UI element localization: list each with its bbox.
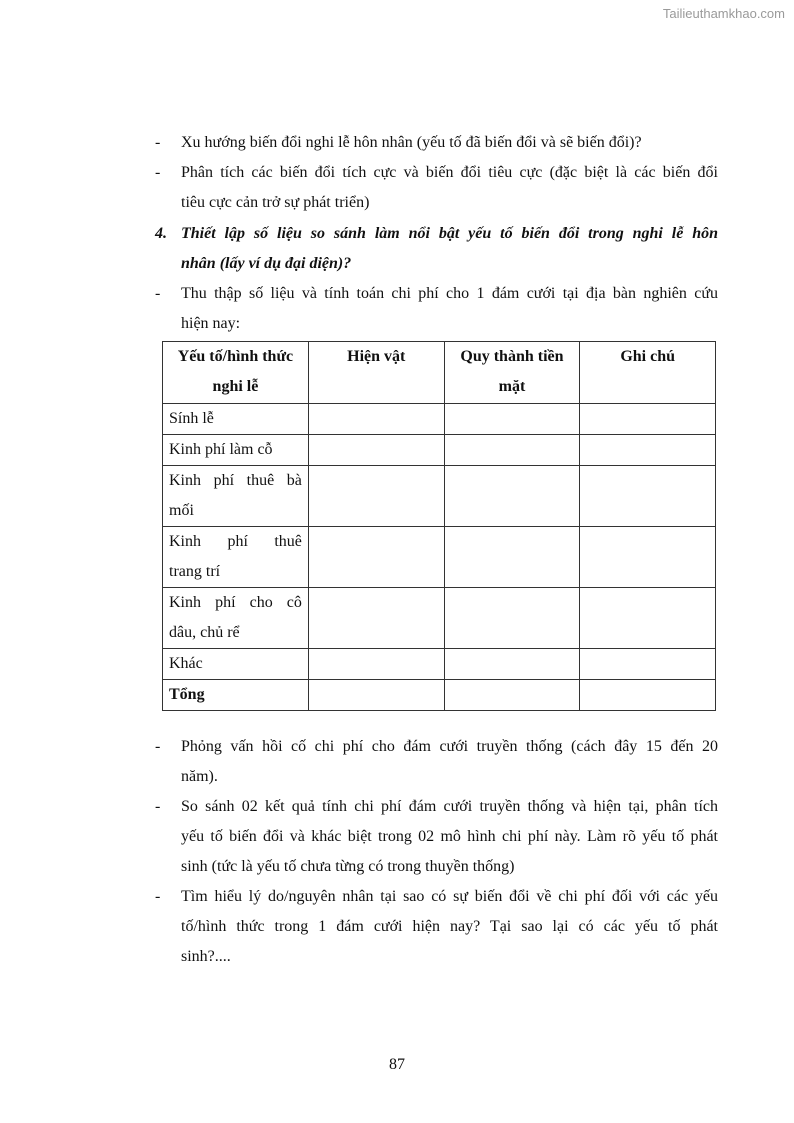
bullet-reasons xyxy=(155,882,718,972)
wedding-cost-table xyxy=(162,341,716,711)
row-label-line: Kinh phí cho cô xyxy=(169,594,302,611)
header-line: Quy thành tiền xyxy=(460,348,564,365)
bullet-marker: - xyxy=(155,285,161,302)
table-cell xyxy=(308,649,444,680)
bullet-collect-data xyxy=(155,279,718,339)
table-cell xyxy=(444,527,580,588)
bullet-line: Thu thập số liệu và tính toán chi phí cho 1 đám cưới tại địa bàn nghiên cứu xyxy=(181,285,718,302)
bullet-trend xyxy=(155,128,718,158)
header-line: Yếu tố/hình thức xyxy=(177,348,294,365)
table-cell xyxy=(308,680,444,711)
bullet-line: sinh (tức là yếu tố chưa từng có trong thuyền thống) xyxy=(181,858,515,875)
row-label xyxy=(163,404,309,435)
header-line: Hiện vật xyxy=(347,348,406,365)
header-cash-value xyxy=(444,342,580,404)
bullet-marker: - xyxy=(155,134,161,151)
row-label-line: mối xyxy=(169,502,194,519)
bullet-compare xyxy=(155,792,718,882)
bullet-line: Phân tích các biến đổi tích cực và biến đổi tiêu cực (đặc biệt là các biến đổi xyxy=(181,164,718,181)
bullet-line: tố/hình thức trong 1 đám cưới hiện nay? Tại sao lại có các yếu tố phát xyxy=(181,918,718,935)
bullet-line: tiêu cực cản trở sự phát triển) xyxy=(181,194,370,211)
bullet-marker: - xyxy=(155,164,161,181)
row-label-line: dâu, chủ rể xyxy=(169,624,240,641)
row-label xyxy=(163,527,309,588)
bullet-interview xyxy=(155,732,718,792)
row-label xyxy=(163,466,309,527)
table-row xyxy=(163,435,716,466)
table-header-row xyxy=(163,342,716,404)
bullet-analysis xyxy=(155,158,718,218)
row-label-line: Sính lễ xyxy=(169,410,214,427)
header-factor xyxy=(163,342,309,404)
heading-line: Thiết lập số liệu so sánh làm nổi bật yếu tố biến đổi trong nghi lễ hôn xyxy=(181,225,718,242)
row-label-line: Tổng xyxy=(169,686,205,703)
table-cell xyxy=(444,680,580,711)
table-cell xyxy=(444,649,580,680)
bullet-marker: - xyxy=(155,888,161,905)
row-label xyxy=(163,649,309,680)
header-line: mặt xyxy=(498,378,526,395)
watermark: Tailieuthamkhao.com xyxy=(662,6,785,21)
bullet-line: Xu hướng biến đổi nghi lễ hôn nhân (yếu tố đã biến đổi và sẽ biến đổi)? xyxy=(181,134,642,151)
row-label-line: Kinh phí làm cỗ xyxy=(169,441,273,458)
table-cell xyxy=(580,527,716,588)
bullet-line: năm). xyxy=(181,768,218,785)
table-row xyxy=(163,404,716,435)
row-label-line: trang trí xyxy=(169,563,221,580)
bullet-marker: - xyxy=(155,798,161,815)
table-cell xyxy=(308,435,444,466)
table-row xyxy=(163,649,716,680)
table-row xyxy=(163,466,716,527)
table-cell xyxy=(444,466,580,527)
row-label xyxy=(163,680,309,711)
header-line: Ghi chú xyxy=(620,348,675,365)
table-cell xyxy=(580,649,716,680)
table-cell xyxy=(580,466,716,527)
heading-line: nhân (lấy ví dụ đại diện)? xyxy=(181,255,352,272)
table-cell xyxy=(308,404,444,435)
row-label-line: Kinh phí thuê bà xyxy=(169,472,302,489)
bullet-marker: - xyxy=(155,738,161,755)
header-notes xyxy=(580,342,716,404)
table-row xyxy=(163,588,716,649)
table-cell xyxy=(580,588,716,649)
bullet-line: Tìm hiểu lý do/nguyên nhân tại sao có sự biến đổi về chi phí đối với các yếu xyxy=(181,888,718,905)
row-label-line: Khác xyxy=(169,655,203,672)
header-line: nghi lễ xyxy=(212,378,259,395)
bullet-line: So sánh 02 kết quả tính chi phí đám cưới truyền thống và hiện tại, phân tích xyxy=(181,798,718,815)
section-heading-4 xyxy=(155,219,718,279)
table-row-total xyxy=(163,680,716,711)
page-number: 87 xyxy=(389,1056,405,1073)
bullet-line: Phỏng vấn hồi cố chi phí cho đám cưới truyền thống (cách đây 15 đến 20 xyxy=(181,738,718,755)
table-cell xyxy=(444,404,580,435)
bullet-line: hiện nay: xyxy=(181,315,241,332)
bullet-line: yếu tố biến đổi và khác biệt trong 02 mô hình chi phí này. Làm rõ yếu tố phát xyxy=(181,828,718,845)
table-row xyxy=(163,527,716,588)
row-label xyxy=(163,435,309,466)
table-cell xyxy=(580,435,716,466)
row-label xyxy=(163,588,309,649)
table-cell xyxy=(308,588,444,649)
table-cell xyxy=(444,588,580,649)
table-cell xyxy=(308,527,444,588)
header-in-kind xyxy=(308,342,444,404)
heading-number: 4. xyxy=(155,225,167,242)
row-label-line: Kinh phí thuê xyxy=(169,533,302,550)
table-cell xyxy=(580,680,716,711)
table-cell xyxy=(308,466,444,527)
bullet-line: sinh?.... xyxy=(181,948,231,965)
table-cell xyxy=(580,404,716,435)
table-cell xyxy=(444,435,580,466)
